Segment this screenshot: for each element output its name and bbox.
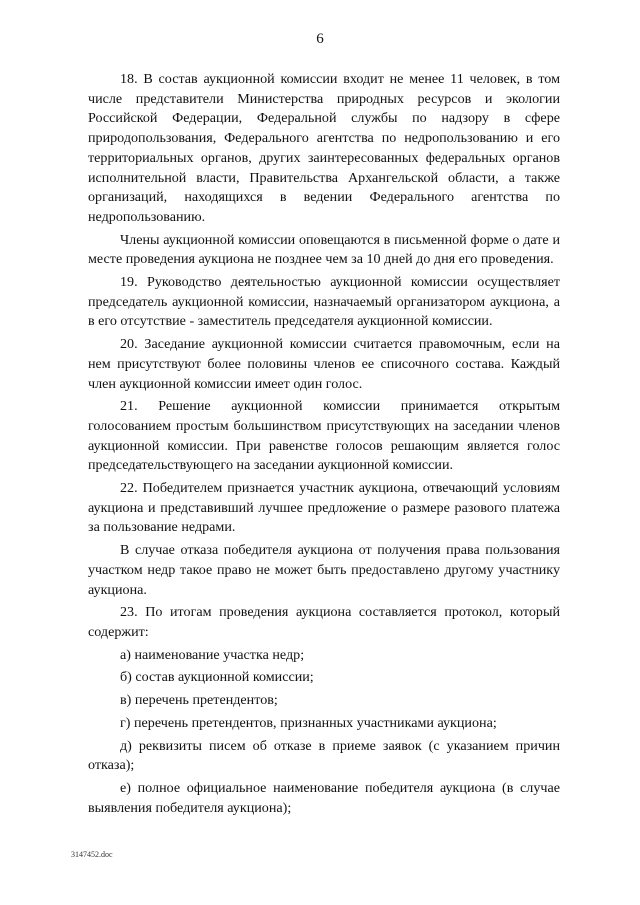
page-number: 6 bbox=[316, 31, 324, 47]
list-item-b: б) состав аукционной комиссии; bbox=[120, 669, 314, 686]
list-item-d: д) реквизиты писем об отказе в приеме заявок (с указанием причин отказа); bbox=[88, 737, 560, 774]
paragraph-21: 21. Решение аукционной комиссии принимается открытым голосованием простым большинством присутствующих на заседании членов аукционной комиссии. При равенстве голосов решающим является голос председательствующего на заседании аукционной комиссии. bbox=[88, 398, 560, 474]
paragraph-18: 18. В состав аукционной комиссии входит не менее 11 человек, в том числе представители Министерства природных ресурсов и экологии Российской Федерации, Федеральной службы по надзору в сфере природопользования, Федерального агентства по недропользованию и его территориальных органов, других заинтересованных федеральных органов исполнительной власти, Правительства Архангельской области, а также организаций, находящихся в ведении Федерального агентства по недропользованию. bbox=[88, 71, 560, 225]
document-body bbox=[88, 70, 560, 821]
list-item-v: в) перечень претендентов; bbox=[120, 692, 278, 709]
paragraph-refusal: В случае отказа победителя аукциона от получения права пользования участком недр такое право не может быть предоставлено другому участнику аукциона. bbox=[88, 542, 560, 598]
document-filename: 3147452.doc bbox=[71, 850, 113, 859]
paragraph-notification: Члены аукционной комиссии оповещаются в письменной форме о дате и месте проведения аукциона не позднее чем за 10 дней до дня его проведения. bbox=[88, 231, 560, 268]
list-item-e: е) полное официальное наименование победителя аукциона (в случае выявления победителя аукциона); bbox=[88, 779, 560, 816]
list-item-a: а) наименование участка недр; bbox=[120, 646, 305, 663]
list-item-g: г) перечень претендентов, признанных участниками аукциона; bbox=[120, 714, 497, 731]
paragraph-20: 20. Заседание аукционной комиссии считается правомочным, если на нем присутствуют более половины членов ее списочного состава. Каждый член аукционной комиссии имеет один голос. bbox=[88, 336, 560, 392]
paragraph-19: 19. Руководство деятельностью аукционной комиссии осуществляет председатель аукционной комиссии, назначаемый организатором аукциона, а в его отсутствие - заместитель председателя аукционной комиссии. bbox=[88, 274, 560, 330]
paragraph-22: 22. Победителем признается участник аукциона, отвечающий условиям аукциона и представивший лучшее предложение о размере разового платежа за пользование недрами. bbox=[88, 480, 560, 536]
paragraph-23: 23. По итогам проведения аукциона составляется протокол, который содержит: bbox=[88, 604, 560, 640]
